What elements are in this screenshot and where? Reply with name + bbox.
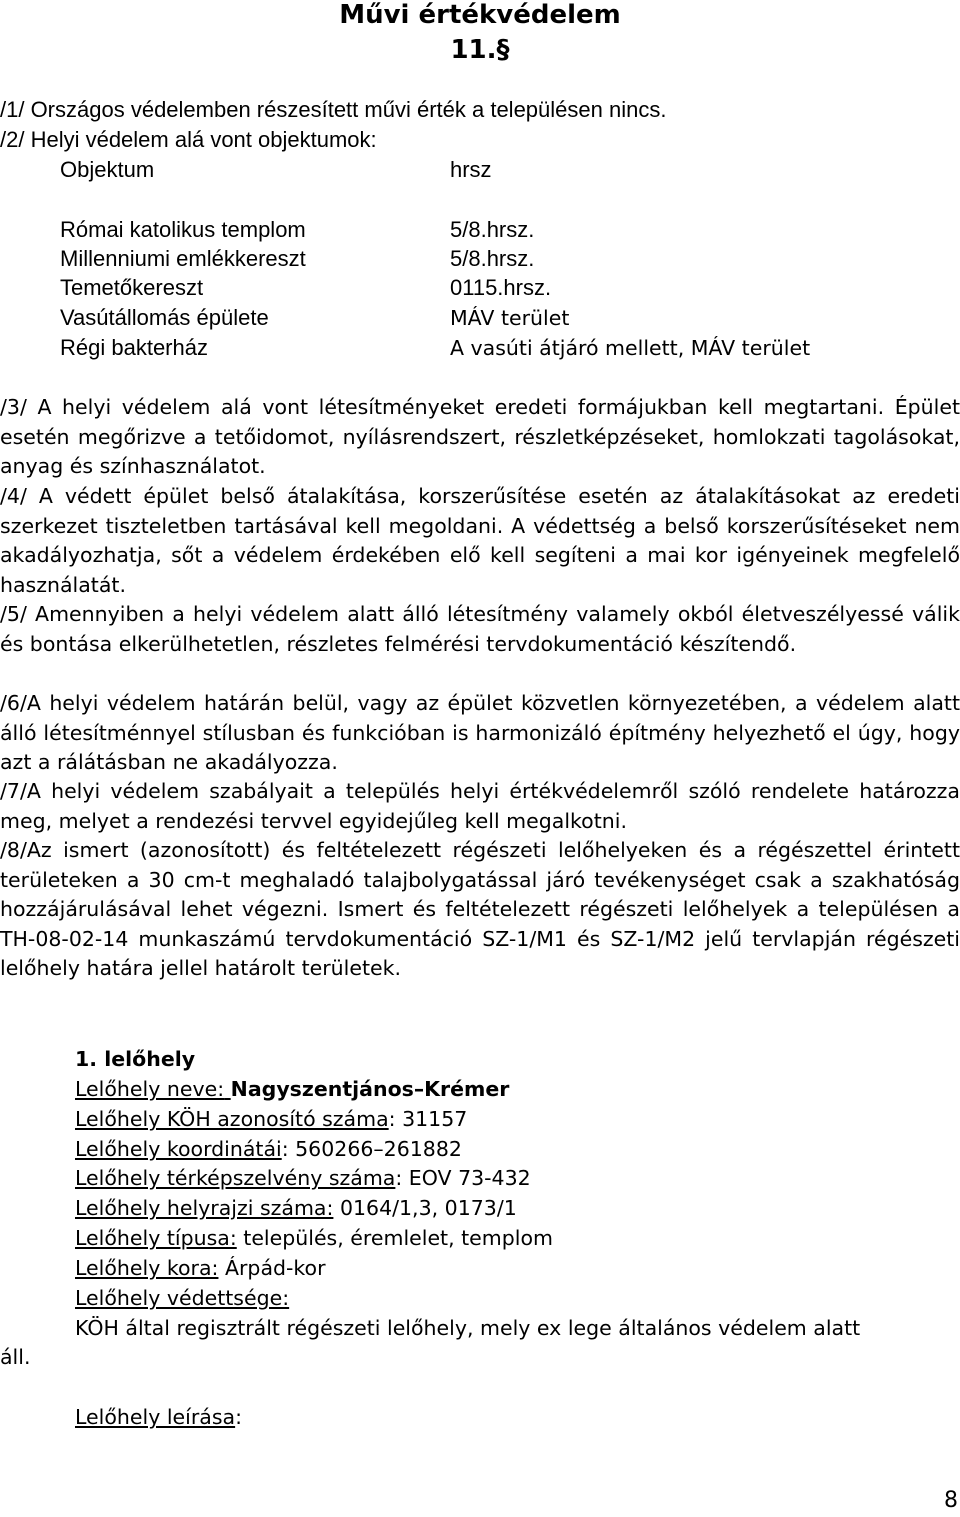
site-type-value: település, éremlelet, templom (243, 1226, 553, 1250)
site-coord-row (75, 1134, 960, 1164)
paragraph-3: /3/ A helyi védelem alá vont létesítményeket eredeti formájukban kell megtartani. Épület esetén megőrizve a tetőidomot, nyílásrendszert, részletképzéseket, homlokzati tagolásokat, anyag és színhasználatot. (0, 395, 960, 478)
table-row-hrsz: MÁV terület (450, 306, 570, 330)
site-age-value: Árpád-kor (224, 1256, 326, 1280)
table-row-object: Római katolikus templom (60, 217, 306, 242)
table-row-object: Millenniumi emlékkereszt (60, 246, 306, 271)
table-row-hrsz: 5/8.hrsz. (450, 246, 535, 271)
site-protection-text-end: áll. (0, 1345, 31, 1369)
site-coord-label: Lelőhely koordinátái (75, 1137, 282, 1161)
table-row-object: Régi bakterház (60, 335, 208, 360)
table-row-hrsz: A vasúti átjáró mellett, MÁV terület (450, 336, 811, 360)
site-age-row (75, 1253, 960, 1283)
page-number: 8 (944, 1488, 958, 1513)
site-type-row (75, 1223, 960, 1253)
paragraph-8: /8/Az ismert (azonosított) és feltételezett régészeti lelőhelyeken és a régészettel érintett területeken a 30 cm-t meghaladó talajbolygatással járó tevékenységet csak a szakhatóság hozzájárulásával lehet végezni. Ismert és feltételezett régészeti lelőhelyek a településen a TH-08-02-14 munkaszámú tervdokumentáció SZ-1/M1 és SZ-1/M2 jelű tervlapján régészeti lelőhely határa jellel határolt területek. (0, 838, 960, 980)
paragraph-6: /6/A helyi védelem határán belül, vagy az épület közvetlen környezetében, a védelem alatt álló létesítménnyel stílusban és funkcióban is harmonizáló építmény helyezhető el úgy, hogy azt a rálátásban ne akadályozza. (0, 691, 960, 774)
section-number: 11.§ (450, 35, 510, 65)
site-parcel-row (75, 1193, 960, 1223)
table-row-hrsz: 5/8.hrsz. (450, 217, 535, 242)
site-description-label: Lelőhely leírása (75, 1405, 236, 1429)
site-map-row (75, 1163, 960, 1193)
site-map-label: Lelőhely térképszelvény száma (75, 1166, 396, 1190)
table-row-object: Temetőkereszt (60, 275, 204, 300)
table-header-hrsz: hrsz (450, 157, 492, 182)
site-koh-row (75, 1104, 960, 1134)
site-koh-label: Lelőhely KÖH azonosító száma (75, 1107, 389, 1131)
site-parcel-label: Lelőhely helyrajzi száma: (75, 1196, 334, 1220)
table-header-object: Objektum (60, 157, 155, 182)
site-name-label: Lelőhely neve: (75, 1077, 225, 1101)
paragraph-2: /2/ Helyi védelem alá vont objektumok: (0, 127, 377, 152)
site-koh-value: : 31157 (388, 1107, 468, 1131)
site-name-row (75, 1074, 960, 1104)
section-title: Művi értékvédelem (339, 0, 621, 30)
table-row-object: Vasútállomás épülete (60, 305, 269, 330)
site-protection-text: KÖH által regisztrált régészeti lelőhely, mely ex lege általános védelem alatt (75, 1316, 861, 1340)
site-protection-label: Lelőhely védettsége: (75, 1286, 290, 1310)
paragraph-7: /7/A helyi védelem szabályait a település helyi értékvédelemről szóló rendelete határozza meg, melyet a rendezési tervvel egyidejűleg kell megalkotni. (0, 779, 960, 833)
paragraph-1: /1/ Országos védelemben részesített művi érték a településen nincs. (0, 97, 667, 122)
site-description-colon: : (235, 1405, 243, 1429)
site-type-label: Lelőhely típusa: (75, 1226, 237, 1250)
site-age-label: Lelőhely kora: (75, 1256, 219, 1280)
site-protection-row (75, 1283, 960, 1313)
site-heading: 1. lelőhely (75, 1047, 196, 1071)
site-coord-value: : 560266–261882 (281, 1137, 462, 1161)
site-description-row (75, 1402, 960, 1432)
site-map-value: : EOV 73-432 (395, 1166, 531, 1190)
paragraph-4: /4/ A védett épület belső átalakítása, korszerűsítése esetén az átalakításokat az eredeti szerkezet tiszteletben tartásával kell megoldani. A védettség a belső korszerűsítéseket nem akadályozhatja, sőt a védelem érdekében elő kell segíteni a mai kor igényeinek megfelelő használatát. (0, 484, 960, 597)
site-name-value: Nagyszentjános–Krémer (230, 1077, 510, 1101)
paragraph-5: /5/ Amennyiben a helyi védelem alatt álló létesítmény valamely okból életveszélyessé válik és bontása elkerülhetetlen, részletes felmérési tervdokumentáció készítendő. (0, 602, 960, 656)
table-row-hrsz: 0115.hrsz. (450, 275, 552, 300)
site-parcel-value: 0164/1,3, 0173/1 (339, 1196, 517, 1220)
